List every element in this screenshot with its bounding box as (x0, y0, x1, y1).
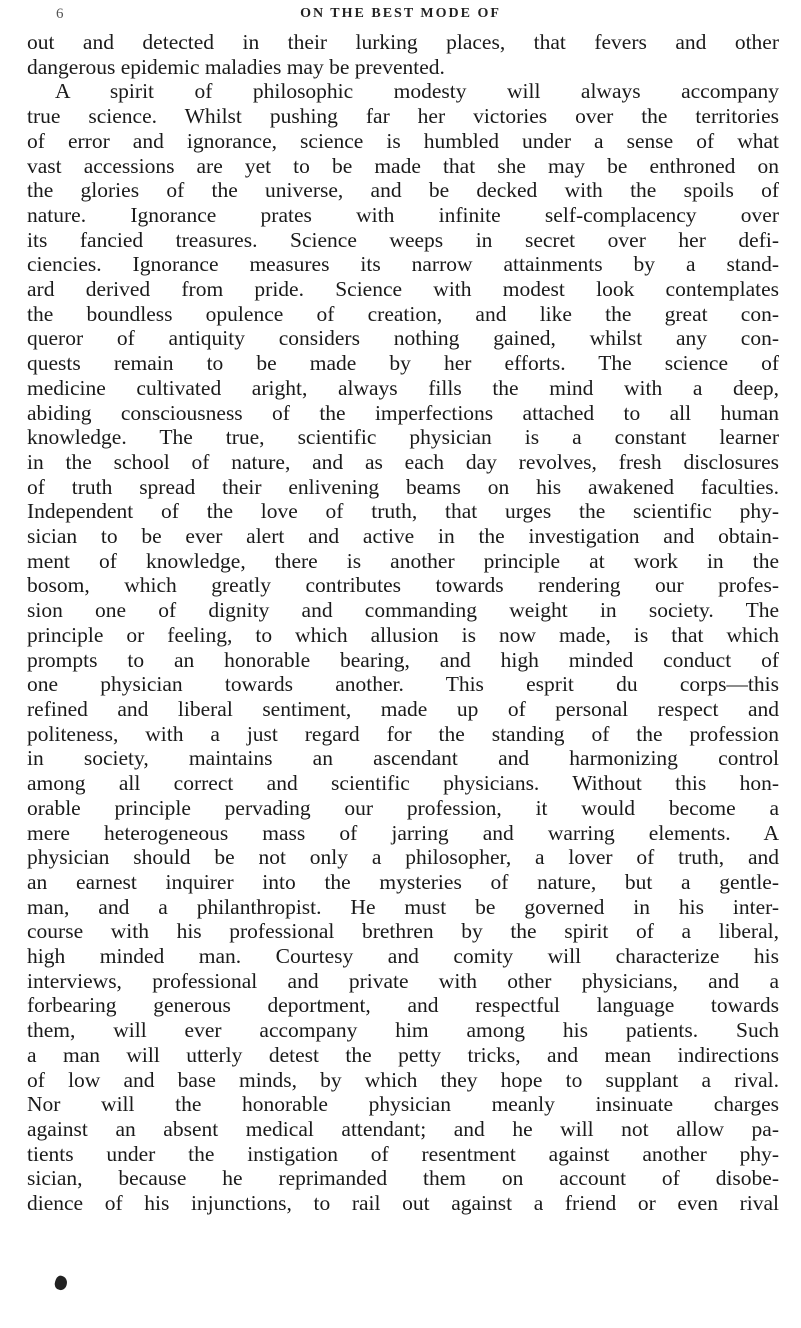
text-line: ciencies. Ignorance measures its narrow attainments by a stand- (27, 252, 779, 277)
text-line: sician to be ever alert and active in the investigation and obtain- (27, 524, 779, 549)
text-line: abiding consciousness of the imperfections attached to all human (27, 400, 779, 425)
text-line: sion one of dignity and commanding weight in society. The (27, 598, 779, 623)
text-line: in society, maintains an ascendant and harmonizing control (27, 746, 779, 771)
text-line: forbearing generous deportment, and respectful language towards (27, 993, 779, 1018)
text-line: orable principle pervading our profession, it would become a (27, 795, 779, 820)
ink-blot-mark (53, 1274, 69, 1291)
text-line: prompts to an honorable bearing, and high minded conduct of (27, 647, 779, 672)
text-line: medicine cultivated aright, always fills the mind with a deep, (27, 375, 779, 400)
text-line: an earnest inquirer into the mysteries of nature, but a gentle- (27, 869, 779, 894)
text-line: interviews, professional and private with other physicians, and a (27, 968, 779, 993)
text-line: quests remain to be made by her efforts. The science of (27, 351, 779, 376)
text-line: ment of knowledge, there is another principle at work in the (27, 548, 779, 573)
running-head (0, 4, 801, 26)
text-line: one physician towards another. This esprit du corps—this (27, 672, 779, 697)
text-line: ard derived from pride. Science with modest look contemplates (27, 277, 779, 302)
text-line: the glories of the universe, and be decked with the spoils of (27, 178, 779, 203)
text-line: mere heterogeneous mass of jarring and warring elements. A (27, 820, 779, 845)
text-line: of low and base minds, by which they hope to supplant a rival. (27, 1067, 779, 1092)
text-line: A spirit of philosophic modesty will always accompany (55, 79, 779, 104)
text-line: true science. Whilst pushing far her victories over the territories (27, 104, 779, 129)
text-line: against an absent medical attendant; and he will not allow pa- (27, 1116, 779, 1141)
running-head-title: ON THE BEST MODE OF (300, 6, 501, 21)
text-line: Independent of the love of truth, that urges the scientific phy- (27, 499, 779, 524)
text-line: its fancied treasures. Science weeps in secret over her defi- (27, 227, 779, 252)
text-line: Nor will the honorable physician meanly insinuate charges (27, 1092, 779, 1117)
page-number: 6 (56, 6, 64, 22)
text-line: bosom, which greatly contributes towards rendering our profes- (27, 573, 779, 598)
text-line: a man will utterly detest the petty tricks, and mean indirections (27, 1042, 779, 1067)
text-line: the boundless opulence of creation, and like the great con- (27, 301, 779, 326)
text-line: high minded man. Courtesy and comity will characterize his (27, 944, 779, 969)
text-line: of truth spread their enlivening beams on his awakened faculties. (27, 474, 779, 499)
text-line: tients under the instigation of resentment against another phy- (27, 1141, 779, 1166)
text-line: vast accessions are yet to be made that she may be enthroned on (27, 153, 779, 178)
text-line: dangerous epidemic maladies may be prevented. (27, 54, 445, 79)
text-line: them, will ever accompany him among his patients. Such (27, 1018, 779, 1043)
text-line: queror of antiquity considers nothing gained, whilst any con- (27, 326, 779, 351)
text-line: physician should be not only a philosopher, a lover of truth, and (27, 845, 779, 870)
text-line: principle or feeling, to which allusion is now made, is that which (27, 622, 779, 647)
text-line: out and detected in their lurking places, that fevers and other (27, 30, 779, 54)
text-line: knowledge. The true, scientific physician is a constant learner (27, 425, 779, 450)
text-line: politeness, with a just regard for the standing of the profession (27, 721, 779, 746)
text-line: of error and ignorance, science is humbled under a sense of what (27, 128, 779, 153)
text-line: man, and a philanthropist. He must be governed in his inter- (27, 894, 779, 919)
text-line: among all correct and scientific physicians. Without this hon- (27, 771, 779, 796)
text-line: dience of his injunctions, to rail out against a friend or even rival (27, 1191, 779, 1216)
text-line: in the school of nature, and as each day revolves, fresh disclosures (27, 449, 779, 474)
text-line: refined and liberal sentiment, made up of personal respect and (27, 696, 779, 721)
text-line: course with his professional brethren by the spirit of a liberal, (27, 919, 779, 944)
text-line: nature. Ignorance prates with infinite self-complacency over (27, 202, 779, 227)
body-text (27, 30, 779, 1216)
text-line: sician, because he reprimanded them on account of disobe- (27, 1166, 779, 1191)
